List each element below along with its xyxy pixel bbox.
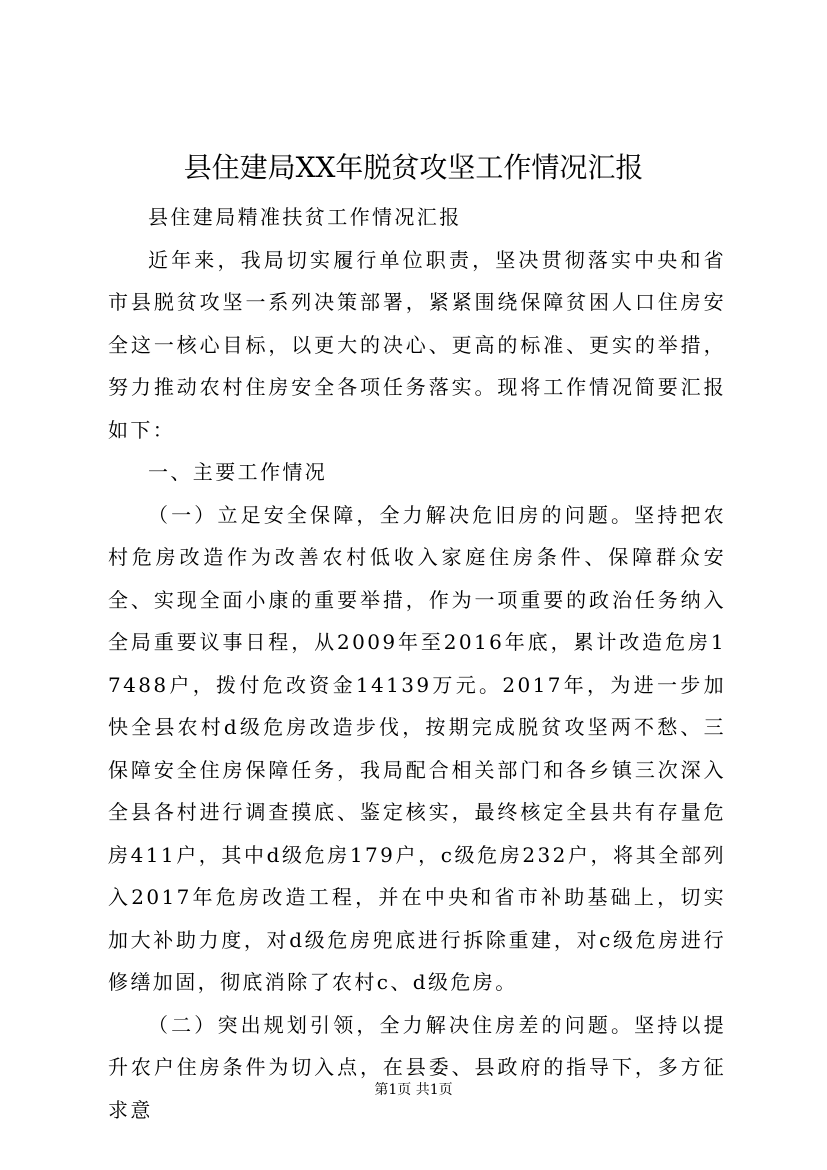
page-number-label: 第1页 共1页	[374, 1082, 453, 1098]
intro-paragraph: 近年来，我局切实履行单位职责，坚决贯彻落实中央和省市县脱贫攻坚一系列决策部署，紧紧围绕保障贫困人口住房安全这一核心目标，以更大的决心、更高的标准、更实的举措，努力推动农村住房安全各项任务落实。现将工作情况简要汇报如下：	[108, 247, 726, 442]
section-heading: 一、主要工作情况	[148, 460, 328, 484]
page-footer	[0, 1080, 827, 1100]
document-body	[108, 196, 726, 1131]
section-1-paragraph: （一）立足安全保障，全力解决危旧房的问题。坚持把农村危房改造作为改善农村低收入家庭住房条件、保障群众安全、实现全面小康的重要举措，作为一项重要的政治任务纳入全局重要议事日程，从2009年至2016年底，累计改造危房17488户，拨付危改资金14139万元。2017年，为进一步加快全县农村d级危房改造步伐，按期完成脱贫攻坚两不愁、三保障安全住房保障任务，我局配合相关部门和各乡镇三次深入全县各村进行调查摸底、鉴定核实，最终核定全县共有存量危房411户，其中d级危房179户，c级危房232户，将其全部列入2017年危房改造工程，并在中央和省市补助基础上，切实加大补助力度，对d级危房兜底进行拆除重建，对c级危房进行修缮加固，彻底消除了农村c、d级危房。	[108, 502, 726, 994]
document-title: 县住建局XX年脱贫攻坚工作情况汇报	[183, 151, 644, 184]
section-2-paragraph: （二）突出规划引领，全力解决住房差的问题。坚持以提升农户住房条件为切入点，在县委、县政府的指导下，多方征求意	[108, 1012, 726, 1122]
subtitle-paragraph: 县住建局精准扶贫工作情况汇报	[148, 205, 462, 229]
